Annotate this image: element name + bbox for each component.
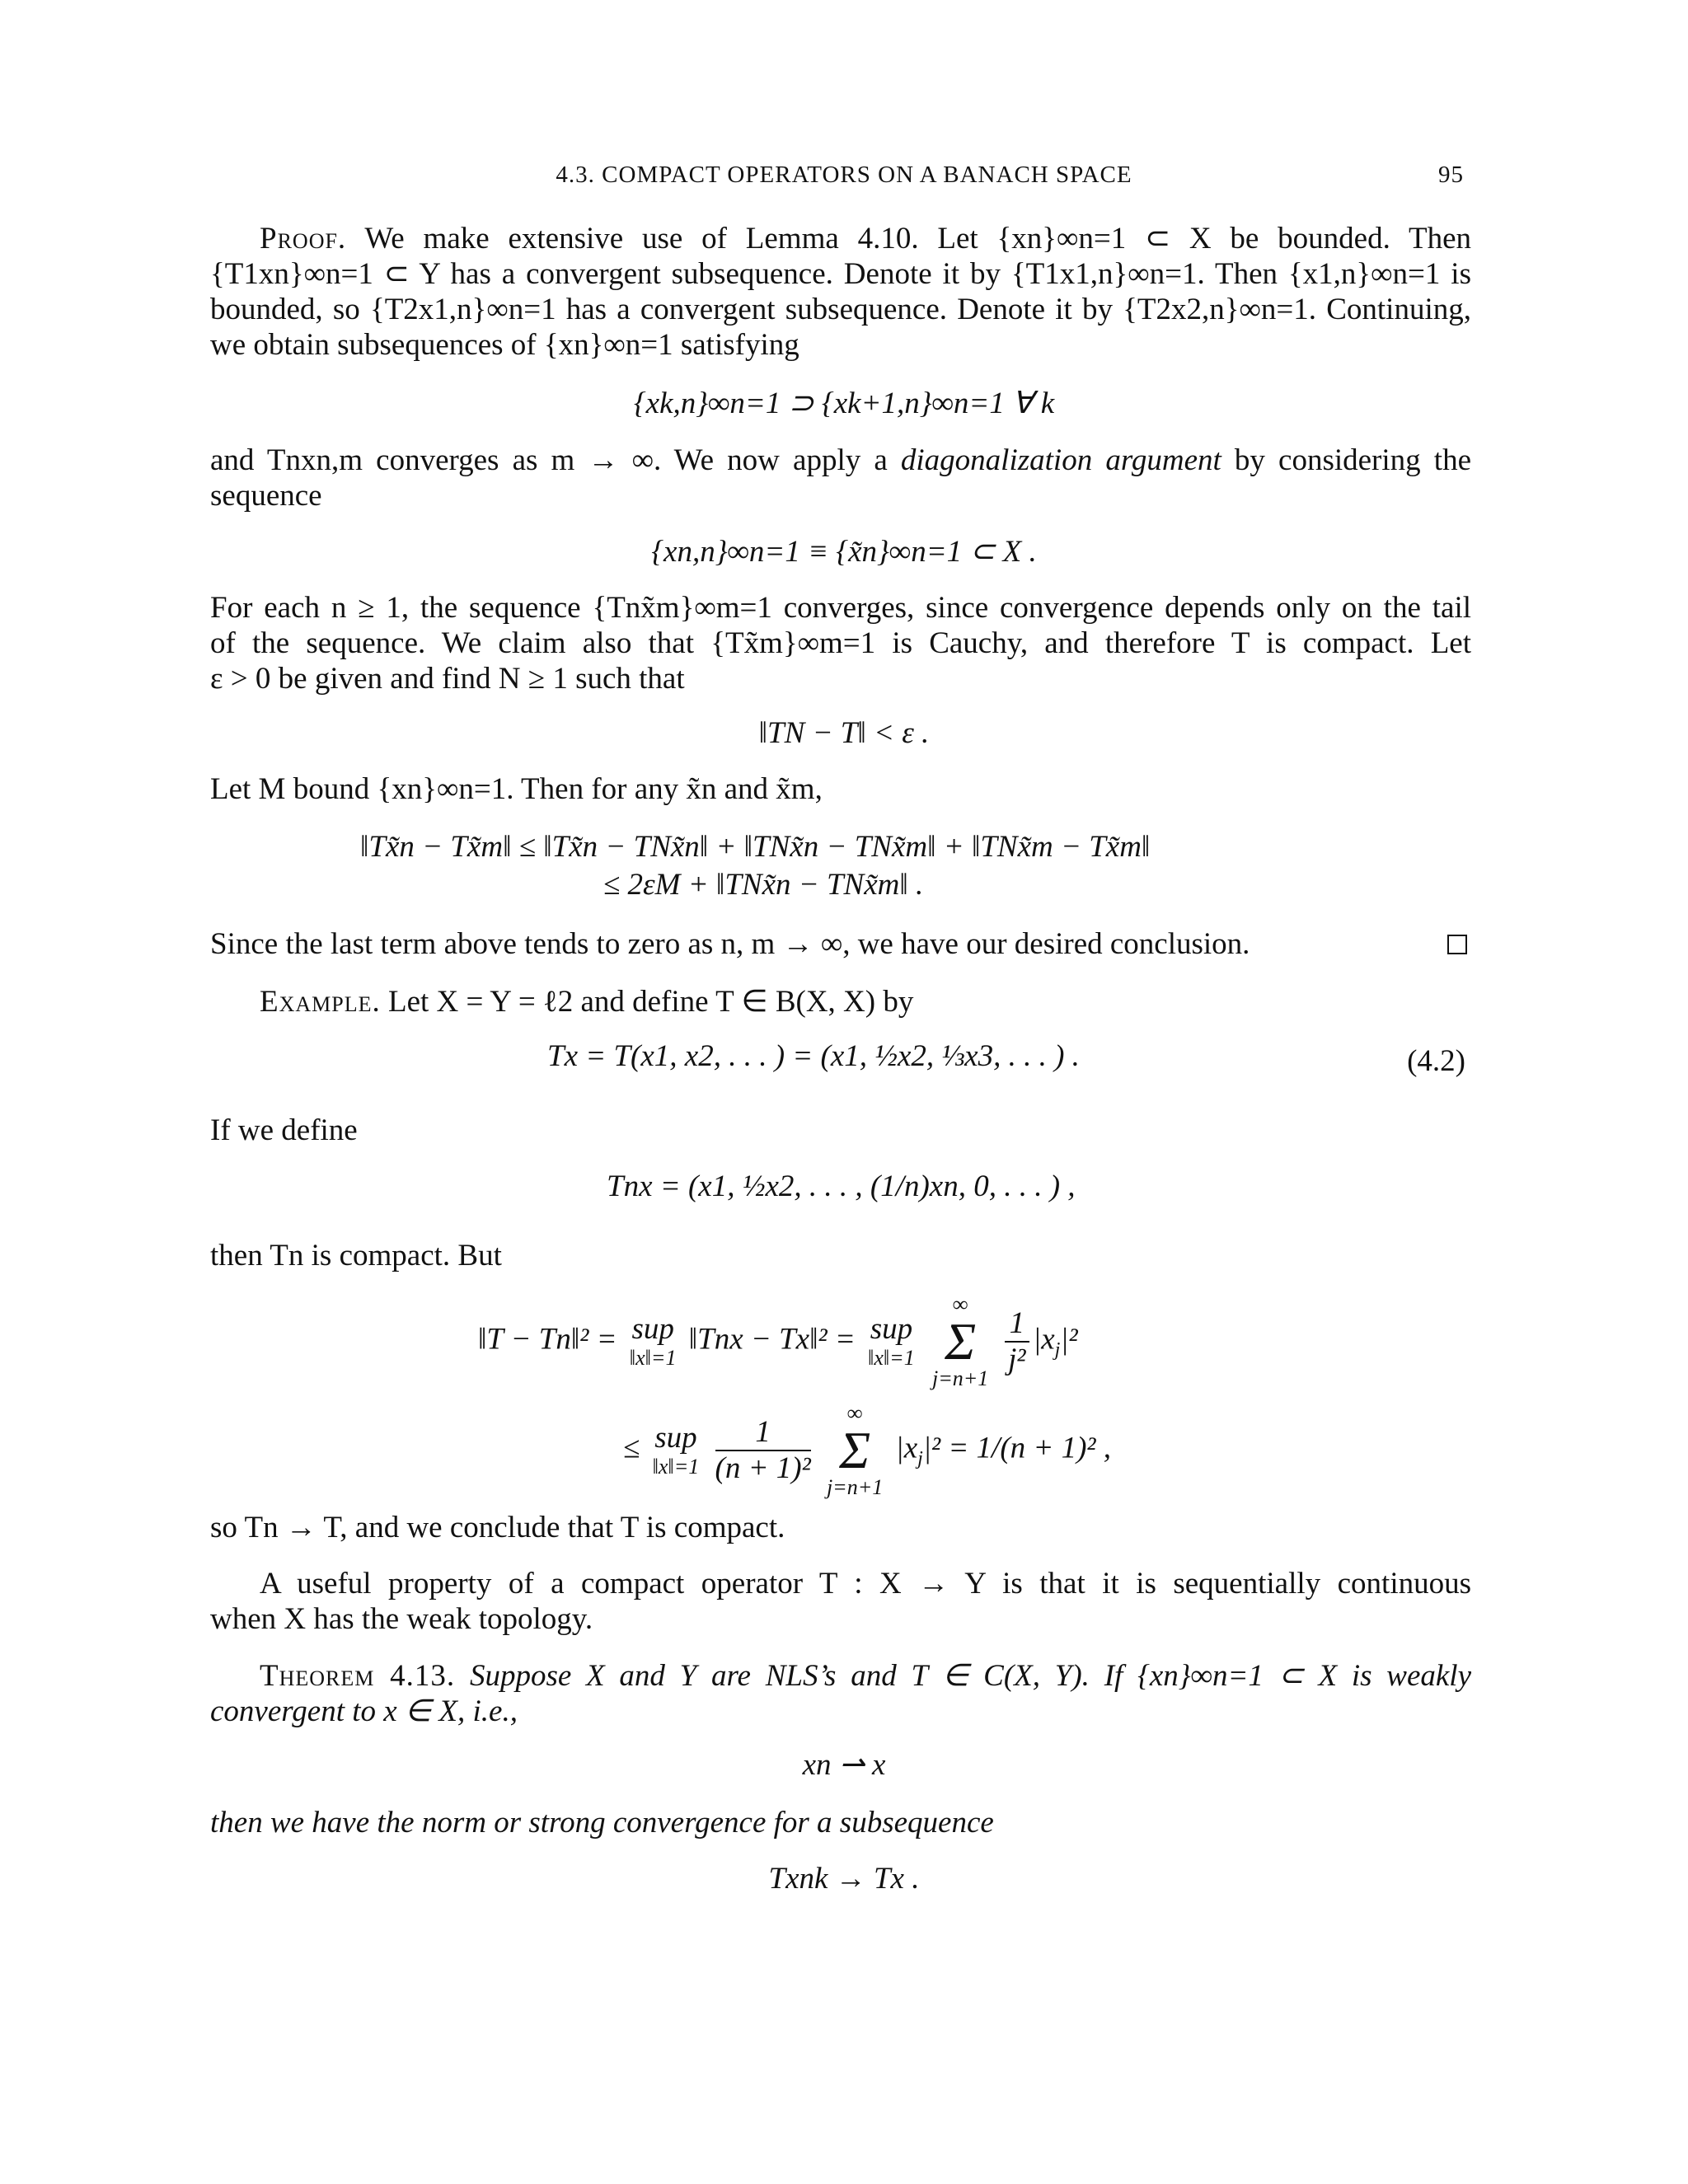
example-text-1: Let X = Y = ℓ2 and define T ∈ B(X, X) by [388, 985, 914, 1019]
le-symbol: ≤ [623, 1431, 640, 1465]
sup-limit-3: ‖x‖=1 [652, 1455, 700, 1479]
equation-truncation [607, 1169, 1076, 1204]
equation-truncation-rhs: (x1, ½x2, . . . , (1/n)xn, 0, . . . ) , [687, 1169, 1076, 1203]
proof-line-10: Let M bound {xn}∞n=1. Then for any x̃n and x̃m, [210, 772, 823, 806]
sum-upper-1: ∞ [952, 1292, 968, 1316]
theorem-text-1: Suppose X and Y are NLS’s and T ∈ C(X, Y). If {xn}∞n=1 ⊂ X is weakly [469, 1659, 1472, 1693]
sum-lower-2: j=n+1 [826, 1475, 884, 1499]
sup-limit-2: ‖x‖=1 [868, 1346, 915, 1370]
page-number: 95 [1438, 162, 1464, 188]
equation-norm-bound: ‖TN − T‖ < ε . [758, 716, 930, 750]
proof-line-5 [210, 443, 1471, 479]
example-line-2: If we define [210, 1113, 358, 1147]
equation-4-2-lhs: Tx = T(x1, x2, . . . ) = [547, 1039, 814, 1073]
proof-line-7: For each n ≥ 1, the sequence {Tnx̃m}∞m=1 converges, since convergence depends only on the tail [210, 591, 1471, 625]
example-label: Example. [260, 985, 381, 1019]
sup-operator-2: sup ‖x‖=1 [868, 1312, 915, 1370]
equation-cauchy-estimate-1: ‖Tx̃n − Tx̃m‖ ≤ ‖Tx̃n − TNx̃n‖ + ‖TNx̃n − TNx̃m‖ + ‖TNx̃m − Tx̃m‖ [360, 830, 1151, 864]
sum-lower-1: j=n+1 [931, 1366, 989, 1390]
proof-line-2: {T1xn}∞n=1 ⊂ Y has a convergent subsequence. Denote it by {T1x1,n}∞n=1. Then {x1,n}∞n=1 is [210, 257, 1471, 291]
proof-line-11: Since the last term above tends to zero as n, m → ∞, we have our desired conclusion. [210, 927, 1250, 961]
proof-line-8: of the sequence. We claim also that {Tx̃m}∞m=1 is Cauchy, and therefore T is compact. Let [210, 626, 1471, 660]
proof-label: Proof. [260, 222, 347, 255]
equation-diagonal-sequence: {xn,n}∞n=1 ≡ {x̃n}∞n=1 ⊂ X . [651, 535, 1037, 569]
proof-text-5b: by considering the [1221, 443, 1471, 477]
equation-weak-convergence: xn ⇀ x [802, 1748, 886, 1782]
theorem-label: Theorem 4.13. [260, 1659, 456, 1693]
running-header [0, 162, 1688, 194]
proof-line-9: ε > 0 be given and find N ≥ 1 such that [210, 662, 685, 696]
proof-line-1 [260, 221, 1471, 257]
example-line-3: then Tn is compact. But [210, 1239, 502, 1272]
proof-line-6: sequence [210, 479, 322, 513]
proof-line-3: bounded, so {T2x1,n}∞n=1 has a convergent subsequence. Denote it by {T2x2,n}∞n=1. Continuing, [210, 293, 1471, 326]
theorem-line-3: then we have the norm or strong convergence for a subsequence [210, 1806, 994, 1840]
summation-symbol-2: ∞ Σ j=n+1 [826, 1401, 884, 1499]
fraction-one-over-j-squared: $\frac{1}{\text{j²}}$ [1005, 1306, 1030, 1377]
sup-limit-1: ‖x‖=1 [629, 1346, 677, 1370]
proof-text-5a: and Tnxn,m converges as m → ∞. We now apply a [210, 443, 901, 477]
equation-4-2-rhs: (x1, ½x2, ⅓x3, . . . ) . [820, 1039, 1080, 1073]
section-title: 4.3. COMPACT OPERATORS ON A BANACH SPACE [556, 162, 1132, 188]
equation-strong-convergence: Txnk → Tx . [768, 1862, 920, 1896]
equation-operator-norm-bound-rhs: 1/(n + 1)² , [976, 1431, 1112, 1465]
example-line-5: A useful property of a compact operator T : X → Y is that it is sequentially continuous [260, 1567, 1471, 1601]
equation-4-2 [547, 1038, 1080, 1074]
example-line-4: so Tn → T, and we conclude that T is compact. [210, 1511, 785, 1544]
equation-operator-norm-bound: ≤ sup ‖x‖=1 $\frac{1}{\text{(n + 1)²}}$ ∞ Σ j=n+1 $|x_j|^2 = 1/(n + 1)^2$ , [623, 1401, 1112, 1499]
equation-operator-norm-lhs: ‖T − Tn‖² = [478, 1322, 617, 1357]
sum-upper-2: ∞ [846, 1401, 863, 1425]
fraction-one-over-n-plus-one-squared: $\frac{1}{\text{(n + 1)²}}$ [715, 1415, 811, 1485]
summation-symbol-1: ∞ Σ j=n+1 [931, 1292, 989, 1390]
equation-operator-norm: ‖T − Tn‖² = sup ‖x‖=1 ‖Tnx − Tx‖² = sup ‖x‖=1 ∞ Σ j=n+1 $\frac{1}{\text{j²}}$ $|x_j|^2$ [478, 1292, 1078, 1390]
sup-operator-3: sup ‖x‖=1 [652, 1421, 700, 1479]
proof-text-1: We make extensive use of Lemma 4.10. Let {xn}∞n=1 ⊂ X be bounded. Then [364, 222, 1471, 255]
example-line-1 [260, 984, 1521, 1020]
equation-cauchy-estimate-2: ≤ 2εM + ‖TNx̃n − TNx̃m‖ . [603, 868, 924, 902]
equation-nested-subsequences: {xk,n}∞n=1 ⊃ {xk+1,n}∞n=1 ∀ k [633, 387, 1055, 420]
theorem-line-1 [260, 1658, 1471, 1694]
equation-truncation-lhs: Tnx = [607, 1169, 681, 1203]
emphasis-diagonalization: diagonalization argument [900, 443, 1221, 477]
theorem-line-2: convergent to x ∈ X, i.e., [210, 1694, 518, 1728]
equation-operator-norm-mid: ‖Tnx − Tx‖² = [688, 1322, 856, 1357]
example-line-6: when X has the weak topology. [210, 1602, 593, 1636]
equation-number-4-2: (4.2) [1407, 1044, 1465, 1078]
qed-symbol [1447, 935, 1467, 954]
sup-operator-1: sup ‖x‖=1 [629, 1312, 677, 1370]
proof-line-4: we obtain subsequences of {xn}∞n=1 satisfying [210, 328, 799, 362]
